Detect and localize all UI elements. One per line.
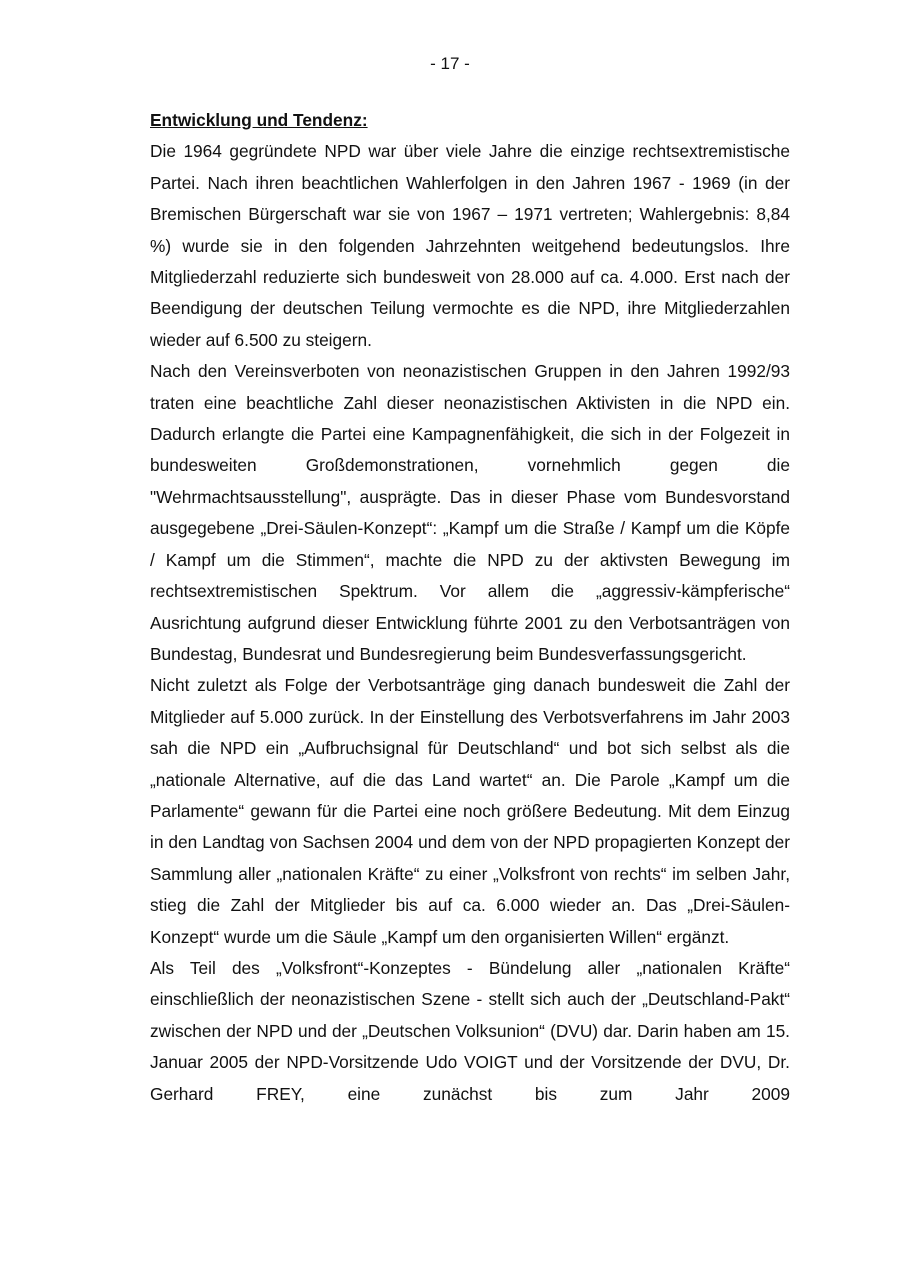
paragraph-1: Die 1964 gegründete NPD war über viele Jahre die einzige rechtsextremistische Partei. Nach ihren beachtlichen Wahlerfolgen in den Jahren 1967 - 1969 (in der Bremischen Bürgerschaft war sie von 1967 – 1971 vertreten; Wahlergebnis: 8,84 %) wurde sie in den folgenden Jahrzehnten weitgehend bedeutungslos. Ihre Mitgliederzahl reduzierte sich bundesweit von 28.000 auf ca. 4.000. Erst nach der Beendigung der deutschen Teilung vermochte es die NPD, ihre Mitgliederzahlen wieder auf 6.500 zu steigern. xyxy=(150,141,790,350)
paragraph-4: Als Teil des „Volksfront“-Konzeptes - Bündelung aller „nationalen Kräfte“ einschließlich der neonazistischen Szene - stellt sich auch der „Deutschland-Pakt“ zwischen der NPD und der „Deutschen Volksunion“ (DVU) dar. Darin haben am 15. Januar 2005 der NPD-Vorsitzende Udo VOIGT und der Vorsitzende der DVU, Dr. Gerhard FREY, eine zunächst bis zum Jahr 2009 xyxy=(150,957,790,1104)
page-content xyxy=(150,105,790,1110)
section-heading: Entwicklung und Tendenz: xyxy=(150,110,368,130)
page-number: - 17 - xyxy=(430,54,470,73)
paragraph-3: Nicht zuletzt als Folge der Verbotsanträge ging danach bundesweit die Zahl der Mitglieder auf 5.000 zurück. In der Einstellung des Verbotsverfahrens im Jahr 2003 sah die NPD ein „Aufbruchsignal für Deutschland“ und bot sich selbst als die „nationale Alternative, auf die das Land wartet“ an. Die Parole „Kampf um die Parlamente“ gewann für die Partei eine noch größere Bedeutung. Mit dem Einzug in den Landtag von Sachsen 2004 und dem von der NPD propagierten Konzept der Sammlung aller „nationalen Kräfte“ zu einer „Volksfront von rechts“ im selben Jahr, stieg die Zahl der Mitglieder bis auf ca. 6.000 wieder an. Das „Drei-Säulen-Konzept“ wurde um die Säule „Kampf um den organisierten Willen“ ergänzt. xyxy=(150,675,790,947)
paragraph-2: Nach den Vereinsverboten von neonazistischen Gruppen in den Jahren 1992/93 traten eine beachtliche Zahl dieser neonazistischen Aktivisten in die NPD ein. Dadurch erlangte die Partei eine Kampagnenfähigkeit, die sich in der Folgezeit in bundesweiten Großdemonstrationen, vornehmlich gegen die "Wehrmachtsausstellung", ausprägte. Das in dieser Phase vom Bundesvorstand ausgegebene „Drei-Säulen-Konzept“: „Kampf um die Straße / Kampf um die Köpfe / Kampf um die Stimmen“, machte die NPD zu der aktivsten Bewegung im rechtsextremistischen Spektrum. Vor allem die „aggressiv-kämpferische“ Ausrichtung aufgrund dieser Entwicklung führte 2001 zu den Verbotsanträgen von Bundestag, Bundesrat und Bundesregierung beim Bundesverfassungsgericht. xyxy=(150,361,790,664)
